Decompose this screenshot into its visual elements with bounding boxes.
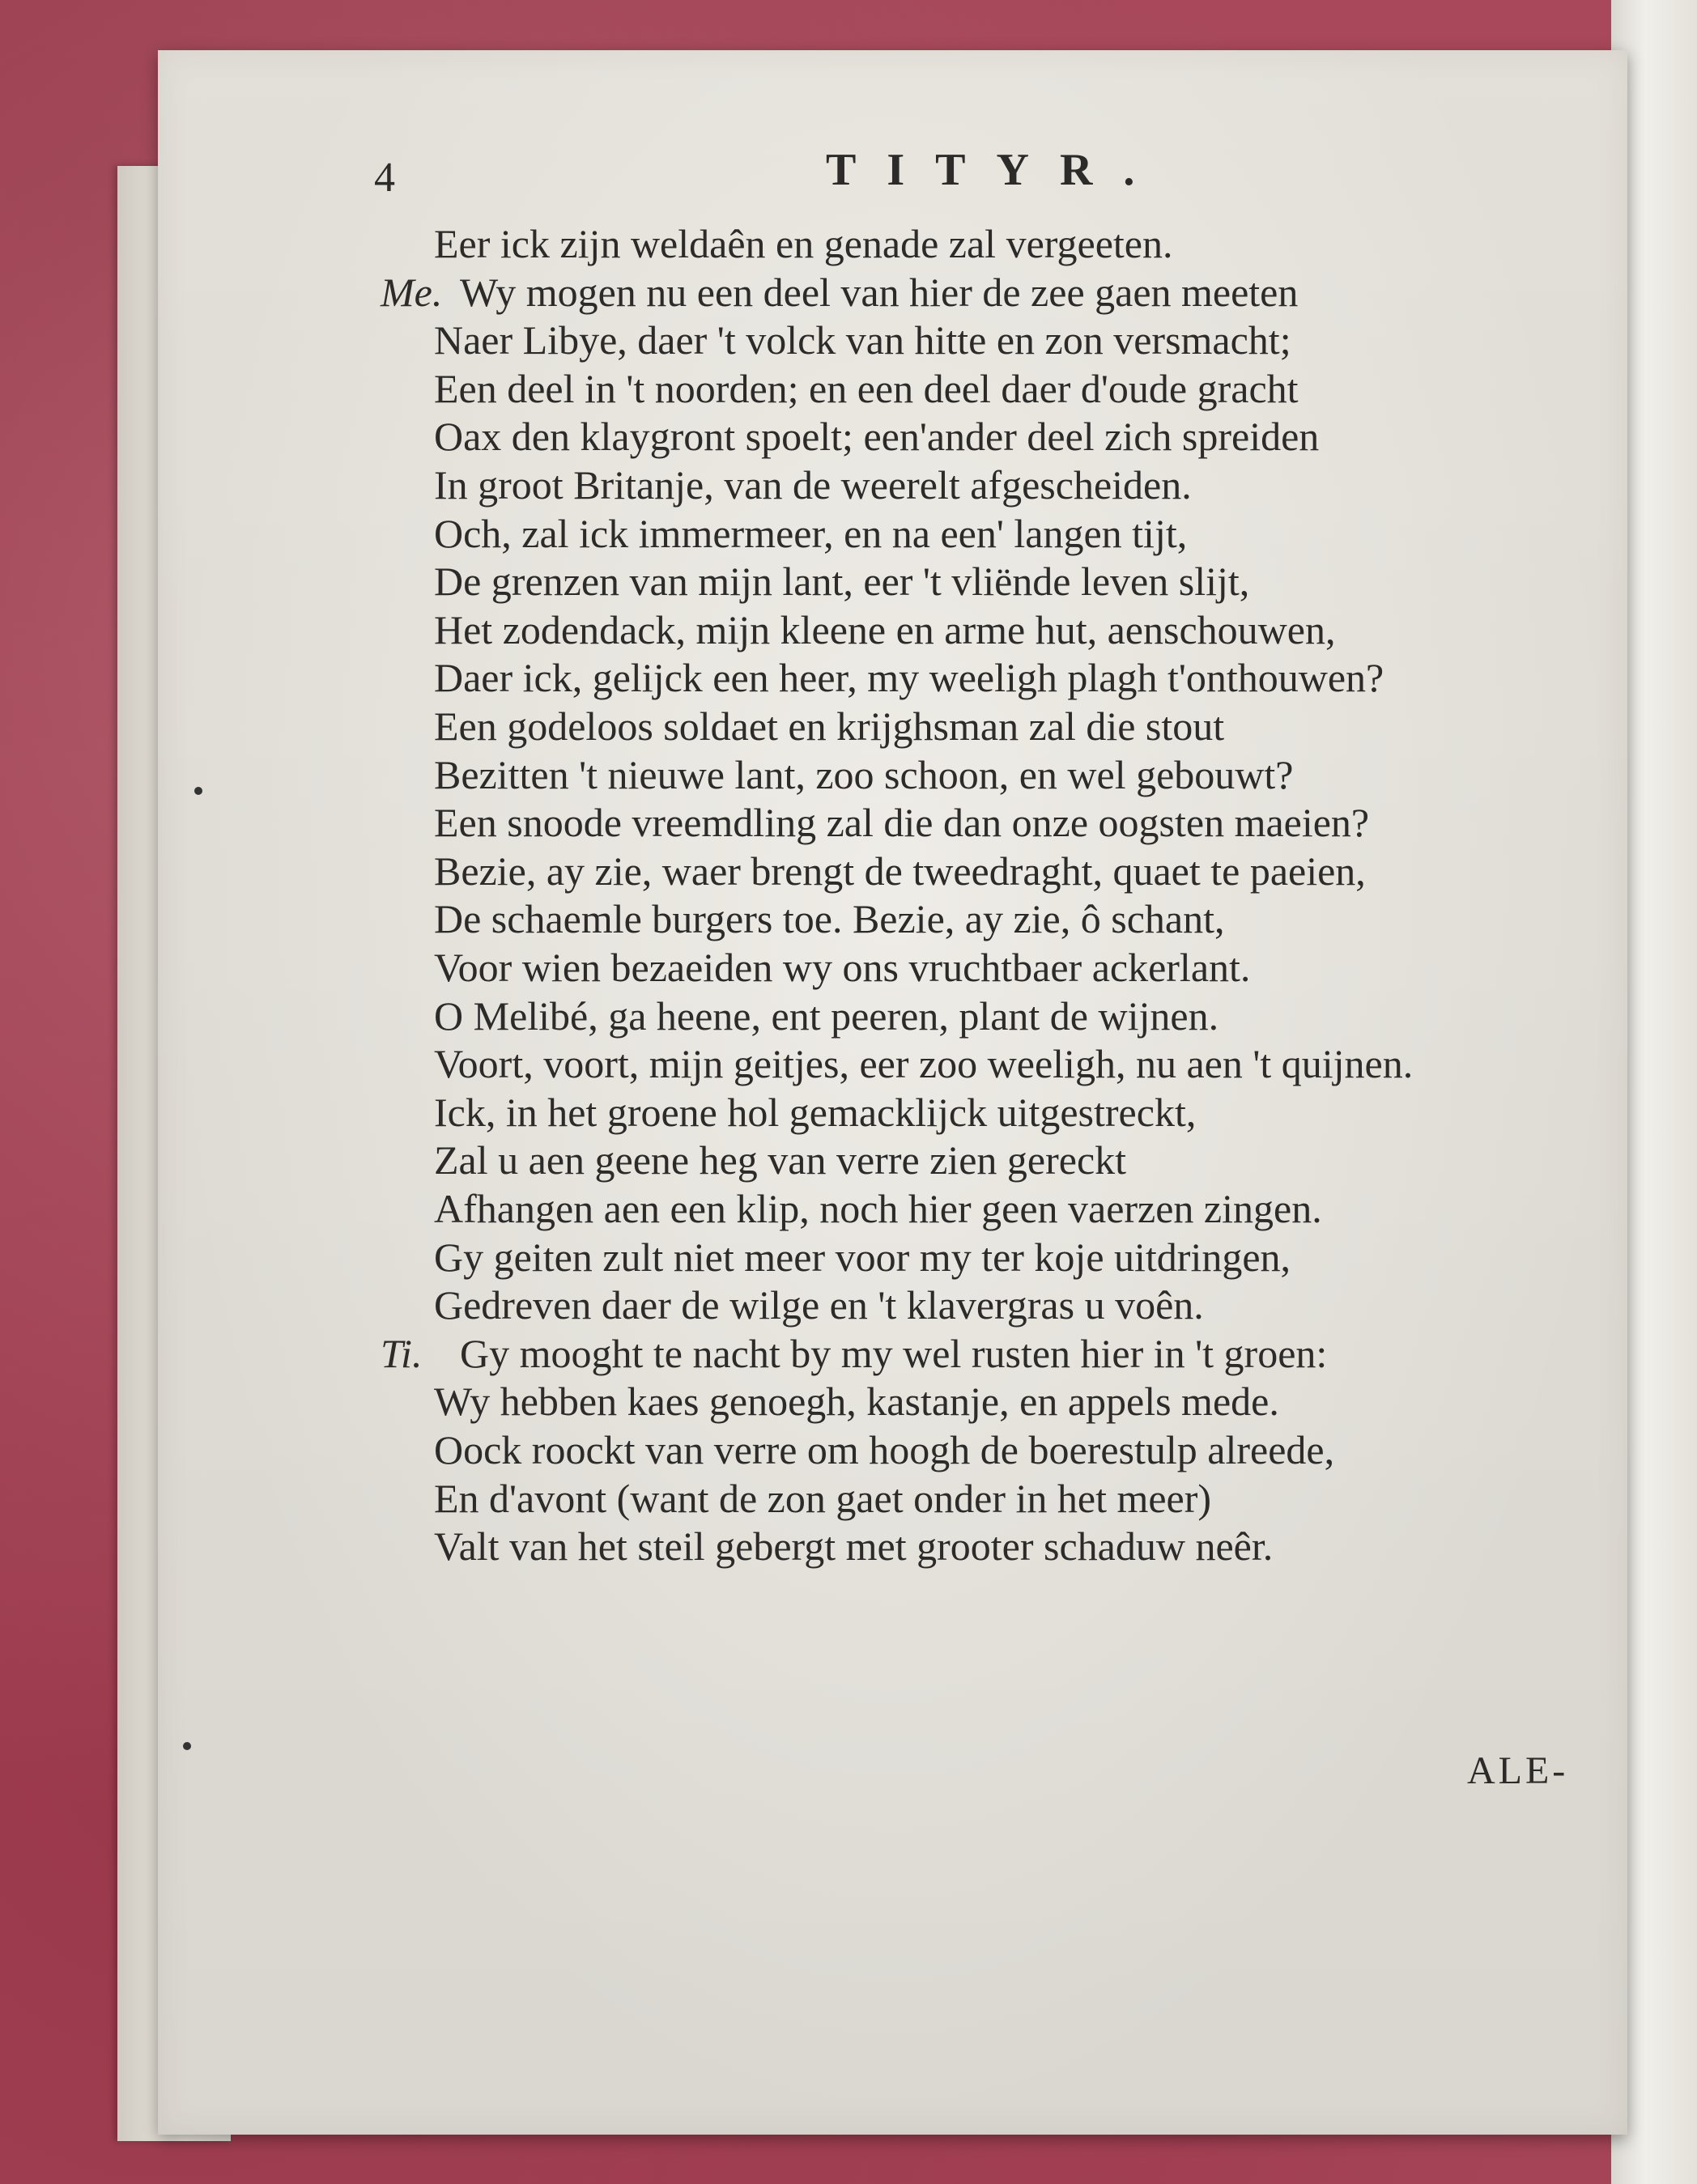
verse-line: Het zodendack, mijn kleene en arme hut, aenschouwen, [434,607,1336,652]
verse-line: Gy geiten zult niet meer voor my ter koje uitdringen, [434,1234,1291,1280]
verse-line: Gy mooght te nacht by my wel rusten hier in 't groen: [460,1331,1328,1376]
speaker-label: Ti. [381,1331,423,1376]
verse-line: Daer ick, gelijck een heer, my weeligh plagh t'onthouwen? [434,655,1384,700]
verse-line: Oock roockt van verre om hoogh de boerestulp alreede, [434,1427,1335,1472]
verse-line: Voort, voort, mijn geitjes, eer zoo weeligh, nu aen 't quijnen. [434,1041,1414,1086]
margin-speck [183,1742,191,1750]
speaker-label: Me. [381,270,443,315]
verse-line: O Melibé, ga heene, ent peeren, plant de wijnen. [434,993,1219,1039]
verse-line: Oax den klaygront spoelt; een'ander deel zich spreiden [434,414,1320,459]
verse-line: Valt van het steil gebergt met grooter schaduw neêr. [434,1523,1274,1569]
verse-line: Een snoode vreemdling zal die dan onze oogsten maeien? [434,800,1370,845]
verse-line: Afhangen aen een klip, noch hier geen vaerzen zingen. [434,1186,1322,1231]
running-title: TITYR. [826,145,1166,195]
verse-line: Bezie, ay zie, waer brengt de tweedraght, quaet te paeien, [434,848,1366,894]
verse-line: Naer Libye, daer 't volck van hitte en zon versmacht; [434,317,1291,363]
verse-line: Ick, in het groene hol gemacklijck uitgestreckt, [434,1090,1197,1135]
verse-line: Och, zal ick immermeer, en na een' langen tijt, [434,511,1188,556]
verse-line: Eer ick zijn weldaên en genade zal vergeeten. [434,221,1173,266]
verse-line: Bezitten 't nieuwe lant, zoo schoon, en wel gebouwt? [434,752,1294,797]
verse-line: Een godeloos soldaet en krijghsman zal die stout [434,703,1225,749]
catchword: ALE- [1467,1749,1569,1792]
verse-line: Voor wien bezaeiden wy ons vruchtbaer ackerlant. [434,945,1251,990]
verse-line: Wy hebben kaes genoegh, kastanje, en appels mede. [434,1379,1279,1424]
verse-line: De grenzen van mijn lant, eer 't vliënde leven slijt, [434,559,1250,604]
verse-line: Gedreven daer de wilge en 't klavergras u voên. [434,1282,1204,1328]
verse-line: In groot Britanje, van de weerelt afgescheiden. [434,462,1192,508]
verse-line: En d'avont (want de zon gaet onder in het meer) [434,1476,1212,1521]
verse-line: De schaemle burgers toe. Bezie, ay zie, ô schant, [434,896,1225,941]
verse-line: Wy mogen nu een deel van hier de zee gaen meeten [460,270,1299,315]
page-number: 4 [374,155,395,201]
verse-line: Een deel in 't noorden; en een deel daer d'oude gracht [434,366,1299,411]
margin-speck [194,787,202,795]
verse-line: Zal u aen geene heg van verre zien gereckt [434,1137,1127,1183]
